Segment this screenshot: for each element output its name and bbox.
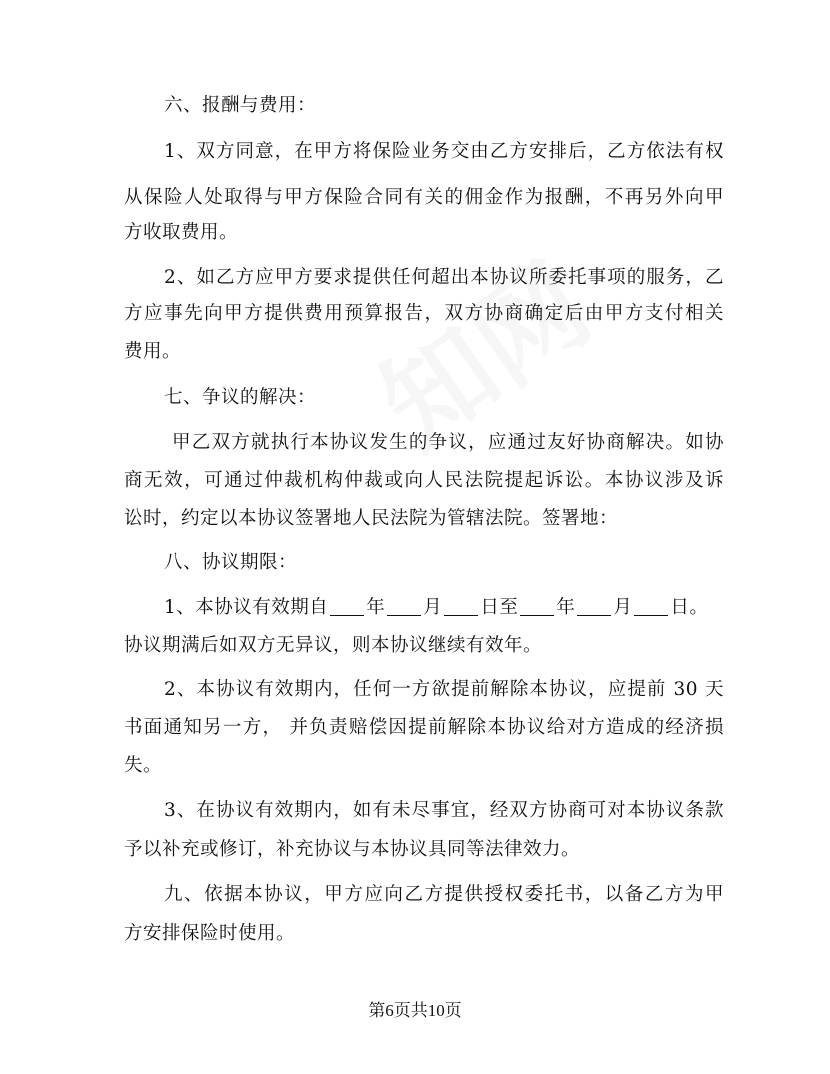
s8-p1-line1 [164,596,724,620]
s6-p2-line1: 2、如乙方应甲方要求提供任何超出本协议所委托事项的服务，乙 [164,267,724,288]
s8-p2-line1: 2、本协议有效期内，任何一方欲提前解除本协议，应提前 30 天 [164,679,724,700]
s7-p1-line3: 讼时，约定以本协议签署地人民法院为管辖法院。签署地： [124,508,619,529]
s6-p1-line2: 从保险人处取得与甲方保险合同有关的佣金作为报酬，不再另外向甲 [124,187,724,208]
s8-p2-line2: 书面通知另一方， 并负责赔偿因提前解除本协议给对方造成的经济损 [124,717,724,738]
s6-p1-line1: 1、双方同意，在甲方将保险业务交由乙方安排后，乙方依法有权 [164,141,724,162]
s9-p1-line1: 九、依据本协议，甲方应向乙方提供授权委托书，以备乙方为甲 [164,884,724,905]
blank-start-year[interactable] [330,597,364,616]
section-8-title: 八、协议期限： [164,552,298,573]
blank-end-year[interactable] [520,597,554,616]
s8-p1-line2: 协议期满后如双方无异议，则本协议继续有效年。 [124,635,543,656]
s8-p3-line1: 3、在协议有效期内，如有未尽事宜，经双方协商可对本协议条款 [164,800,724,821]
s6-p2-line2: 方应事先向甲方提供费用预算报告，双方协商确定后由甲方支付相关 [124,303,724,324]
s6-p1-line3: 方收取费用。 [124,222,239,243]
term-start-label: 1、本协议有效期自 [164,597,329,618]
month-label-2: 月 [613,597,633,618]
year-label-2: 年 [556,597,576,618]
blank-end-month[interactable] [577,597,611,616]
s9-p1-line2: 方安排保险时使用。 [124,923,296,944]
year-label: 年 [366,597,386,618]
section-7-title: 七、争议的解决： [164,387,317,408]
blank-start-month[interactable] [387,597,421,616]
section-6-title: 六、报酬与费用： [164,95,317,116]
s8-p3-line2: 予以补充或修订，补充协议与本协议具同等法律效力。 [124,839,581,860]
s7-p1-line1: 甲乙双方就执行本协议发生的争议，应通过友好协商解决。如协 [172,432,724,453]
month-label: 月 [423,597,443,618]
day-label-end: 日。 [670,597,709,618]
page-number: 第6页共10页 [368,1001,462,1020]
blank-end-day[interactable] [634,597,668,616]
blank-start-day[interactable] [444,597,478,616]
s8-p2-line3: 失。 [124,755,163,776]
s6-p2-line3: 费用。 [124,341,182,362]
day-to-label: 日至 [480,597,519,618]
s7-p1-line2: 商无效，可通过仲裁机构仲裁或向人民法院提起诉讼。本协议涉及诉 [124,470,724,491]
